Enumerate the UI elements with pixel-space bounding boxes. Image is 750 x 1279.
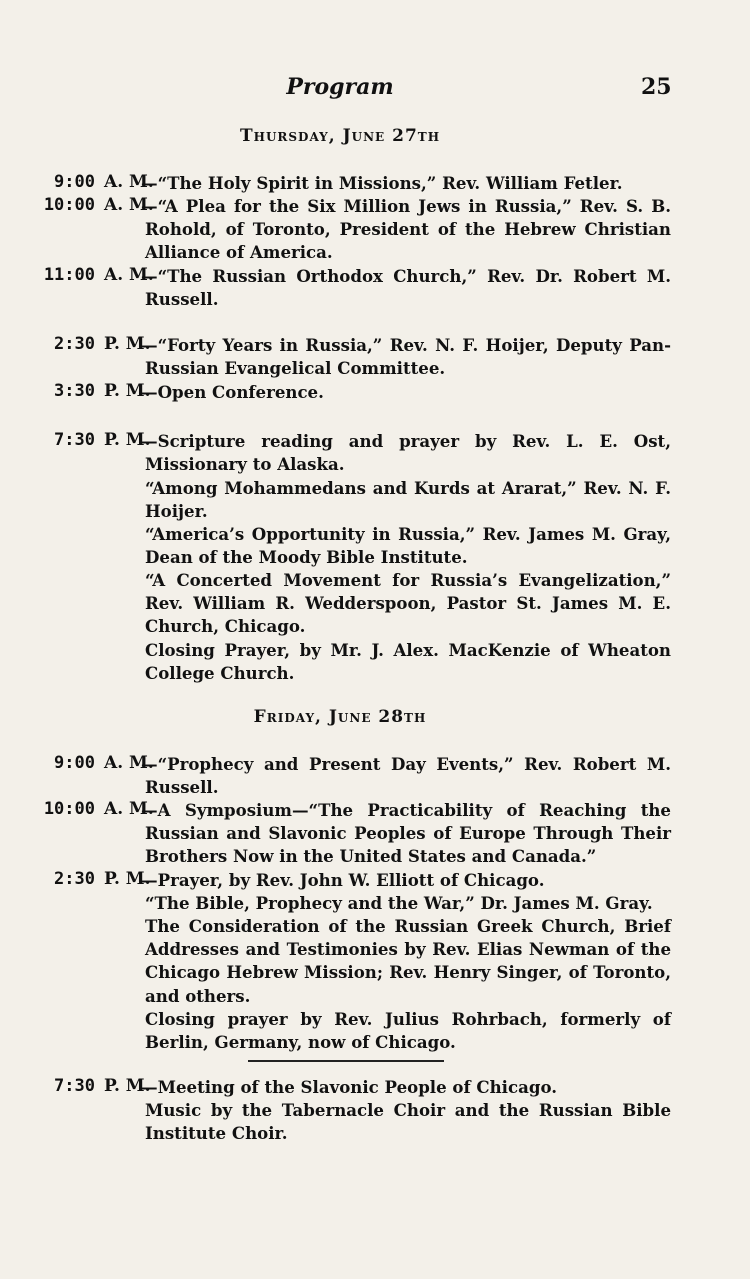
- entry-text: —Open Conference.: [141, 382, 324, 402]
- entry-ampm: A. M.: [104, 753, 154, 773]
- entry-text: —“The Russian Orthodox Church,” Rev. Dr. Robert M. Russell.: [141, 266, 671, 310]
- entry-time: 2:30: [54, 334, 95, 354]
- entry-time: 7:30: [54, 430, 95, 450]
- entry-time: 9:00: [54, 172, 95, 192]
- entry-ampm: P. M.: [104, 1076, 151, 1096]
- entry-time: 10:00: [43, 195, 95, 215]
- entry-time: 9:00: [54, 753, 95, 773]
- program-item: Closing Prayer, by Mr. J. Alex. MacKenzie of Wheaton College Church.: [145, 640, 671, 684]
- program-item: Closing prayer by Rev. Julius Rohrbach, formerly of Berlin, Germany, now of Chicago.: [145, 1009, 671, 1053]
- program-item: “Among Mohammedans and Kurds at Ararat,” Rev. N. F. Hoijer.: [145, 478, 671, 522]
- entry-time: 2:30: [54, 869, 95, 889]
- entry-ampm: P. M.: [104, 430, 151, 450]
- entry-text: —“A Plea for the Six Million Jews in Russia,” Rev. S. B. Rohold, of Toronto, President of the Hebrew Christian Alliance of America.: [141, 196, 671, 263]
- entry-time: 11:00: [43, 265, 95, 285]
- program-item: “America’s Opportunity in Russia,” Rev. James M. Gray, Dean of the Moody Bible Institute.: [145, 524, 671, 568]
- entry-ampm: A. M.: [104, 799, 154, 819]
- entry-text: —“Prophecy and Present Day Events,” Rev. Robert M. Russell.: [141, 754, 671, 798]
- entry-time: 10:00: [43, 799, 95, 819]
- entry-text: —“Forty Years in Russia,” Rev. N. F. Hoijer, Deputy Pan-Russian Evangelical Committee.: [141, 335, 671, 379]
- entry-ampm: A. M.: [104, 265, 154, 285]
- entry-ampm: P. M.: [104, 869, 151, 889]
- entry-text: —“The Holy Spirit in Missions,” Rev. William Fetler.: [141, 173, 623, 193]
- entry-ampm: P. M.: [104, 381, 151, 401]
- entry-text: —Meeting of the Slavonic People of Chicago.: [141, 1077, 558, 1097]
- program-item: Music by the Tabernacle Choir and the Russian Bible Institute Choir.: [145, 1100, 671, 1144]
- program-item: “The Bible, Prophecy and the War,” Dr. James M. Gray.: [145, 893, 653, 913]
- entry-time: 3:30: [54, 381, 95, 401]
- entry-ampm: P. M.: [104, 334, 151, 354]
- day-heading-friday: Friday, June 28th: [253, 707, 427, 727]
- section-rule: [248, 1060, 444, 1062]
- entry-text: —Scripture reading and prayer by Rev. L. E. Ost, Missionary to Alaska.: [141, 431, 671, 475]
- entry-ampm: A. M.: [104, 195, 154, 215]
- running-head: [0, 74, 750, 108]
- page-number: 25: [641, 74, 672, 100]
- entry-text: —A Symposium—“The Practicability of Reaching the Russian and Slavonic Peoples of Europe Through Their Brothers Now in the United States and Canada.”: [141, 800, 671, 867]
- day-heading-thursday: Thursday, June 27th: [239, 126, 441, 146]
- running-head-title: Program: [286, 74, 394, 100]
- entry-text: —Prayer, by Rev. John W. Elliott of Chicago.: [141, 870, 545, 890]
- program-item: The Consideration of the Russian Greek Church, Brief Addresses and Testimonies by Rev. Elias Newman of the Chicago Hebrew Mission; Rev. Henry Singer, of Toronto, and others.: [145, 916, 671, 1006]
- entry-time: 7:30: [54, 1076, 95, 1096]
- program-item: “A Concerted Movement for Russia’s Evangelization,” Rev. William R. Wedderspoon, Pastor St. James M. E. Church, Chicago.: [145, 570, 671, 637]
- entry-ampm: A. M.: [104, 172, 154, 192]
